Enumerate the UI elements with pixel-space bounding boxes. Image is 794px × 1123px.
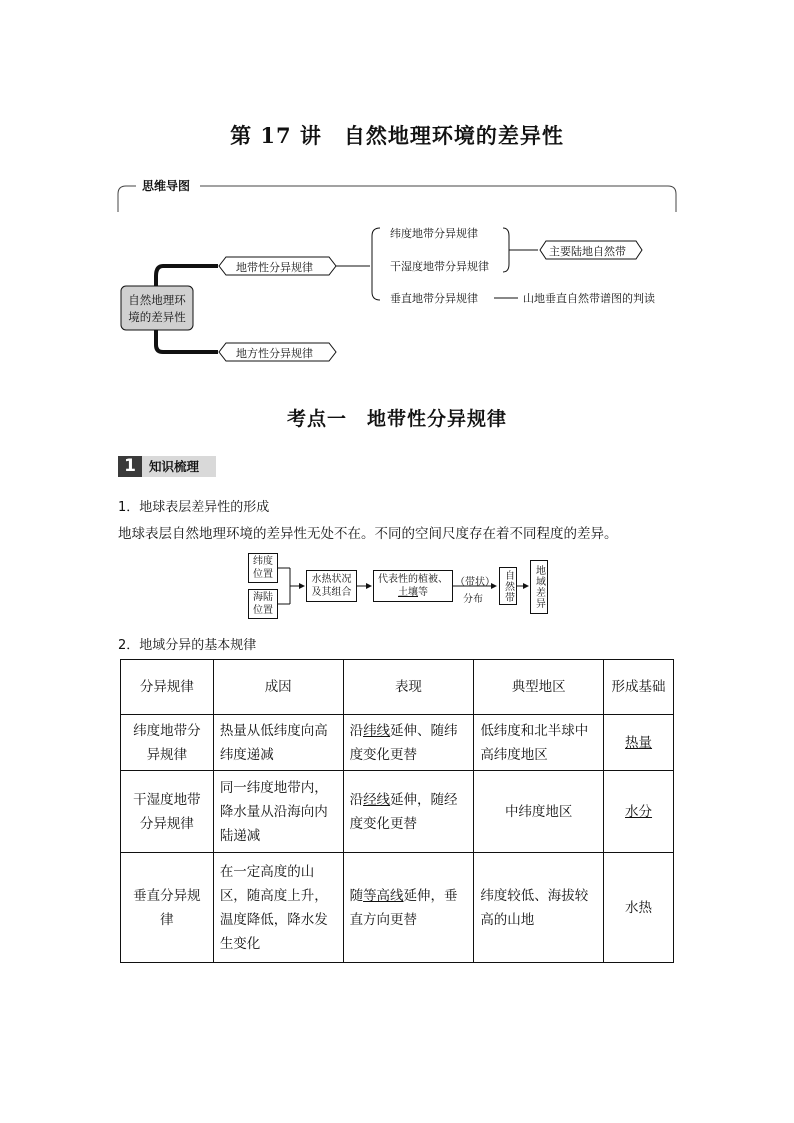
- knowledge-badge: [118, 456, 216, 477]
- table-cell-basis: 水热: [604, 853, 674, 963]
- flow-veg-soil: [373, 570, 453, 602]
- expr-underline: 等高线: [363, 887, 404, 904]
- mind-map-vertical-rule: 垂直地带分异规律: [390, 292, 478, 305]
- mind-map-moisture-rule: 干湿度地带分异规律: [390, 260, 489, 273]
- section-title: 考点一 地带性分异规律: [286, 408, 507, 430]
- flow-regional-diff-text: 地域差异: [533, 565, 545, 609]
- item1-text: 地球表层自然地理环境的差异性无处不在。不同的空间尺度存在着不同程度的差异。: [118, 526, 618, 542]
- table-header-row: [121, 660, 674, 715]
- table-cell-expression: [343, 771, 474, 853]
- regularity-table: [120, 659, 674, 963]
- flow-veg-soil-underline: 土壤: [398, 587, 418, 598]
- expr-post: 延伸，垂直方向更替: [349, 887, 458, 928]
- mind-map-main-zones: 主要陆地自然带: [549, 245, 626, 258]
- expr-underline: 经线: [363, 791, 391, 808]
- flow-distribution-bottom: 分布: [463, 594, 483, 605]
- flow-land-sea-position: 海陆位置: [248, 589, 278, 619]
- table-cell-basis: 水分: [604, 771, 674, 853]
- flow-distribution-top: （带状）: [455, 577, 495, 588]
- mind-map-label: 思维导图: [136, 177, 196, 194]
- table-row: [121, 853, 674, 963]
- mind-map-local: 地方性分异规律: [236, 347, 313, 360]
- table-cell-cause: 在一定高度的山区，随高度上升，温度降低，降水发生变化: [213, 853, 343, 963]
- table-cell-region: 中纬度地区: [474, 771, 604, 853]
- item2-heading: 2．地域分异的基本规律: [118, 638, 257, 653]
- table-header-cell: 分异规律: [121, 660, 214, 715]
- table-cell-expression: [343, 853, 474, 963]
- table-cell-expression: [343, 715, 474, 771]
- mind-map-root: 自然地理环境的差异性: [128, 293, 186, 324]
- expr-pre: 随: [349, 887, 364, 904]
- table-cell-cause: 热量从低纬度向高纬度递减: [213, 715, 343, 771]
- table-cell-rule: 垂直分异规律: [121, 853, 214, 963]
- mind-map-lines: [0, 0, 794, 400]
- table-cell-rule: 干湿度地带分异规律: [121, 771, 214, 853]
- item1-heading: 1．地球表层差异性的形成: [118, 500, 270, 515]
- expr-underline: 纬线: [363, 722, 391, 739]
- mind-map-zonal: 地带性分异规律: [236, 261, 313, 274]
- flow-natural-zone: [499, 567, 517, 605]
- flow-veg-soil-prefix: 代表性的植被、: [378, 574, 448, 585]
- expr-post: 延伸、随纬度变化更替: [349, 722, 458, 763]
- mind-map-latitude-rule: 纬度地带分异规律: [390, 227, 478, 240]
- table-cell-region: 纬度较低、海拔较高的山地: [474, 853, 604, 963]
- mind-map-vertical-note: 山地垂直自然带谱图的判读: [523, 292, 655, 305]
- table-header-cell: 表现: [343, 660, 474, 715]
- expr-post: 延伸，随经度变化更替: [349, 791, 458, 832]
- flow-lat-position: 纬度位置: [248, 553, 278, 583]
- expr-pre: 沿: [349, 722, 364, 739]
- flow-natural-zone-text: 自然带: [502, 569, 514, 603]
- page-title: 第 17 讲 自然地理环境的差异性: [230, 123, 564, 148]
- flow-water-heat: 水热状况及其组合: [306, 570, 357, 602]
- expr-pre: 沿: [349, 791, 364, 808]
- flow-veg-soil-suffix: 等: [418, 587, 428, 598]
- table-header-cell: 形成基础: [604, 660, 674, 715]
- table-cell-basis: 热量: [604, 715, 674, 771]
- flow-regional-diff: [530, 560, 548, 614]
- table-cell-rule: 纬度地带分异规律: [121, 715, 214, 771]
- table-cell-cause: 同一纬度地带内，降水量从沿海向内陆递减: [213, 771, 343, 853]
- table-cell-region: 低纬度和北半球中高纬度地区: [474, 715, 604, 771]
- badge-text: 知识梳理: [149, 459, 200, 474]
- table-row: [121, 771, 674, 853]
- badge-number: 1: [118, 456, 142, 477]
- table-row: [121, 715, 674, 771]
- table-header-cell: 成因: [213, 660, 343, 715]
- table-header-cell: 典型地区: [474, 660, 604, 715]
